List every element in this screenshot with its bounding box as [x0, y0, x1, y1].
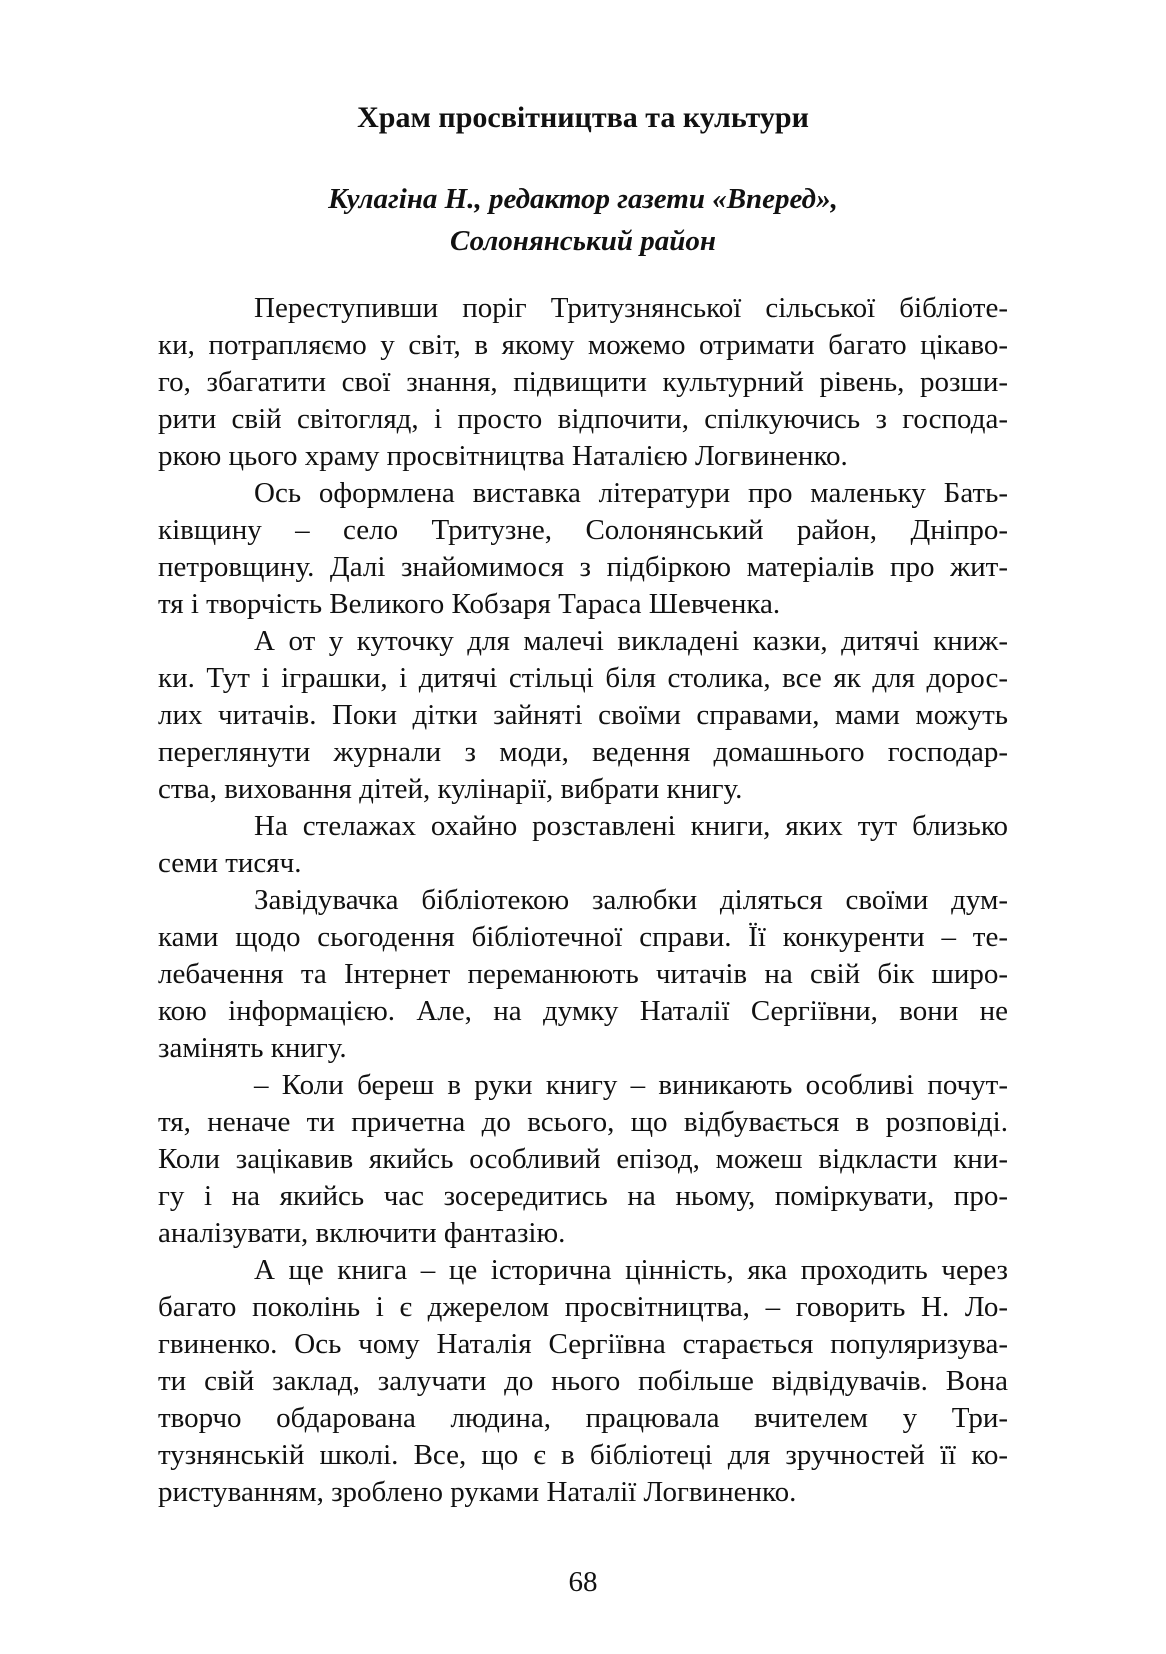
text-line: ками щодо сьогодення бібліотечної справи. Її конкуренти – те-	[158, 921, 1008, 953]
text-line: тя, неначе ти причетна до всього, що відбувається в розповіді.	[158, 1106, 1008, 1138]
text-line: ркою цього храму просвітництва Наталією Логвиненко.	[158, 440, 848, 472]
text-line: Коли зацікавив якийсь особливий епізод, можеш відкласти кни-	[158, 1143, 1008, 1175]
byline-author: Кулагіна Н., редактор газети «Вперед»,	[328, 183, 838, 215]
text-line: Ось оформлена виставка літератури про маленьку Бать-	[254, 477, 1008, 509]
text-line: А от у куточку для малечі викладені казки, дитячі книж-	[254, 625, 1008, 657]
byline-district: Солонянський район	[450, 225, 716, 257]
text-line: ти свій заклад, залучати до нього побільше відвідувачів. Вона	[158, 1365, 1008, 1397]
text-line: Завідувачка бібліотекою залюбки діляться своїми дум-	[254, 884, 1008, 916]
text-line: рити свій світогляд, і просто відпочити, спілкуючись з господа-	[158, 403, 1008, 435]
article-body	[158, 290, 1008, 1511]
text-line: ківщину – село Тритузне, Солонянський район, Дніпро-	[158, 514, 1008, 546]
text-line: А ще книга – це історична цінність, яка проходить через	[254, 1254, 1008, 1286]
text-line: тя і творчість Великого Кобзаря Тараса Шевченка.	[158, 588, 781, 620]
article-title: Храм просвітництва та культури	[357, 101, 809, 134]
text-line: петровщину. Далі знайомимося з підбіркою матеріалів про жит-	[158, 551, 1008, 583]
text-line: го, збагатити свої знання, підвищити культурний рівень, розши-	[158, 366, 1008, 398]
text-line: гвиненко. Ось чому Наталія Сергіївна старається популяризува-	[158, 1328, 1008, 1360]
text-line: ки, потрапляємо у світ, в якому можемо отримати багато цікаво-	[158, 329, 1008, 361]
article-byline	[0, 178, 1166, 262]
page-number: 68	[568, 1566, 598, 1598]
text-line: ристуванням, зроблено руками Наталії Логвиненко.	[158, 1476, 797, 1508]
text-line: багато поколінь і є джерелом просвітництва, – говорить Н. Ло-	[158, 1291, 1008, 1323]
text-line: Переступивши поріг Тритузнянської сільської бібліоте-	[254, 292, 1008, 324]
text-line: творчо обдарована людина, працювала вчителем у Три-	[158, 1402, 1008, 1434]
text-line: лих читачів. Поки дітки зайняті своїми справами, мами можуть	[158, 699, 1008, 731]
text-line: – Коли береш в руки книгу – виникають особливі почут-	[254, 1069, 1008, 1101]
text-line: На стелажах охайно розставлені книги, яких тут близько	[254, 810, 1008, 842]
text-line: кою інформацією. Але, на думку Наталії Сергіївни, вони не	[158, 995, 1008, 1027]
text-line: тузнянській школі. Все, що є в бібліотеці для зручностей її ко-	[158, 1439, 1008, 1471]
text-line: ства, виховання дітей, кулінарії, вибрати книгу.	[158, 773, 743, 805]
text-line: лебачення та Інтернет переманюють читачів на свій бік широ-	[158, 958, 1008, 990]
text-line: аналізувати, включити фантазію.	[158, 1217, 566, 1249]
text-line: переглянути журнали з моди, ведення домашнього господар-	[158, 736, 1008, 768]
text-line: гу і на якийсь час зосередитись на ньому, поміркувати, про-	[158, 1180, 1008, 1212]
text-line: ки. Тут і іграшки, і дитячі стільці біля столика, все як для дорос-	[158, 662, 1008, 694]
text-line: семи тисяч.	[158, 847, 302, 879]
text-line: замінять книгу.	[158, 1032, 347, 1064]
